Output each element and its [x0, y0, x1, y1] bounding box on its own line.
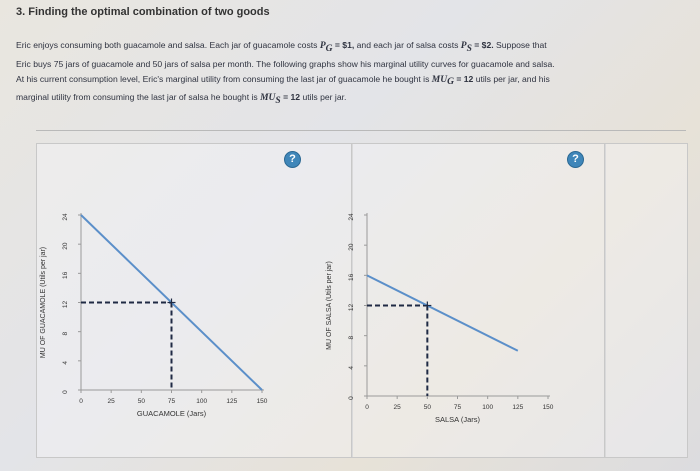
- x-tick-label: 75: [453, 404, 462, 411]
- x-tick-label: 0: [365, 404, 369, 411]
- y-tick-label: 12: [348, 303, 355, 312]
- y-tick-label: 12: [62, 300, 69, 309]
- x-tick-label: 100: [482, 404, 494, 411]
- x-tick-label: 75: [167, 398, 176, 405]
- y-tick-label: 24: [62, 213, 69, 221]
- mu-curve: [367, 275, 518, 350]
- y-tick-label: 16: [348, 273, 355, 281]
- guacamole-mu-chart[interactable]: [40, 213, 268, 418]
- x-tick-label: 50: [423, 404, 431, 411]
- salsa-mu-chart[interactable]: [326, 213, 554, 424]
- y-tick-label: 0: [62, 390, 69, 394]
- x-tick-label: 150: [256, 398, 268, 405]
- x-tick-label: 150: [542, 404, 554, 411]
- x-axis-label: SALSA (Jars): [434, 415, 481, 424]
- y-tick-label: 20: [62, 242, 69, 250]
- question-line-2: Eric buys 75 jars of guacamole and 50 jars of salsa per month. The following graphs show his marginal utility curves for guacamole and salsa.: [16, 58, 555, 69]
- y-axis-label: MU OF SALSA (Utils per jar): [326, 261, 333, 350]
- x-tick-label: 0: [79, 398, 83, 405]
- x-tick-label: 125: [226, 398, 238, 405]
- help-icon[interactable]: ?: [567, 151, 584, 168]
- y-tick-label: 0: [348, 396, 355, 400]
- y-tick-label: 20: [348, 243, 355, 251]
- help-icon[interactable]: ?: [284, 151, 301, 168]
- x-tick-label: 25: [393, 404, 401, 411]
- y-tick-label: 8: [62, 331, 69, 336]
- question-line-3: At his current consumption level, Eric's marginal utility from consuming the last jar of guacamole he bought is $MU_G = 12$ utils per jar, and his: [16, 73, 550, 88]
- question-line-1: Eric enjoys consuming both guacamole and salsa. Each jar of guacamole costs $P_G$ = $1, and each jar of salsa costs $P_S$ = $2. Suppose that: [16, 40, 547, 54]
- x-axis-label: GUACAMOLE (Jars): [136, 409, 207, 418]
- x-tick-label: 125: [512, 404, 524, 411]
- x-tick-label: 50: [137, 398, 145, 405]
- y-tick-label: 24: [348, 213, 355, 221]
- y-tick-label: 8: [348, 335, 355, 340]
- y-axis-label: MU OF GUACAMOLE (Utils per jar): [40, 246, 47, 359]
- y-tick-label: 4: [62, 361, 69, 365]
- x-tick-label: 25: [107, 398, 115, 405]
- y-tick-label: 4: [348, 366, 355, 370]
- question-title: 3. Finding the optimal combination of two goods: [16, 6, 270, 18]
- x-tick-label: 100: [196, 398, 208, 405]
- question-line-4: marginal utility from consuming the last jar of salsa he bought is $MU_S = 12$ utils per jar.: [16, 92, 347, 107]
- y-tick-label: 16: [62, 271, 69, 279]
